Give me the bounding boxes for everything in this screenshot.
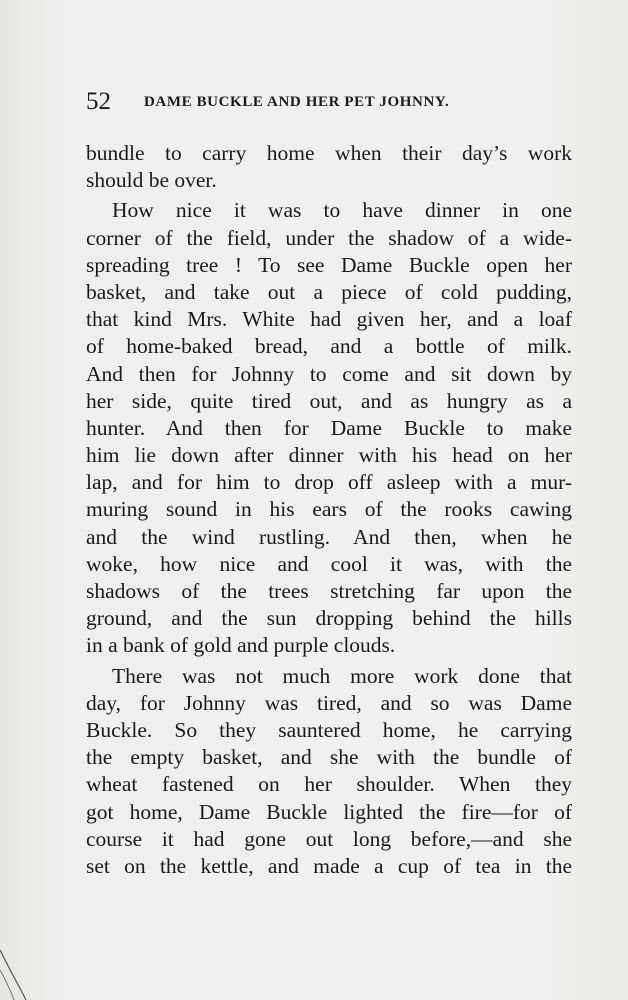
text-line: set on the kettle, and made a cup of tea in the xyxy=(86,853,572,878)
body-text xyxy=(86,140,572,880)
text-line: the empty basket, and she with the bundle of xyxy=(86,745,572,770)
page-number: 52 xyxy=(86,88,111,115)
text-line: bundle to carry home when their day’s work xyxy=(86,141,572,165)
text-line: corner of the field, under the shadow of a wide- xyxy=(86,225,572,250)
text-line: him lie down after dinner with his head on her xyxy=(86,443,572,468)
text-line: shadows of the trees stretching far upon the xyxy=(86,579,572,603)
text-line: and the wind rustling. And then, when he xyxy=(86,524,572,549)
running-title: DAME BUCKLE AND HER PET JOHNNY. xyxy=(144,94,450,110)
text-line: got home, Dame Buckle lighted the fire—for of xyxy=(86,799,572,824)
text-line: Buckle. So they sauntered home, he carrying xyxy=(86,717,572,742)
text-line: should be over. xyxy=(86,168,217,193)
text-line: hunter. And then for Dame Buckle to make xyxy=(86,415,572,440)
text-line: basket, and take out a piece of cold pudding, xyxy=(86,279,572,304)
text-line: muring sound in his ears of the rooks cawing xyxy=(86,497,572,522)
text-line: wheat fastened on her shoulder. When they xyxy=(86,772,572,797)
text-line: lap, and for him to drop off asleep with a mur- xyxy=(86,470,572,495)
text-line: in a bank of gold and purple clouds. xyxy=(86,633,396,658)
text-line: There was not much more work done that xyxy=(112,663,572,688)
text-line: How nice it was to have dinner in one xyxy=(112,198,572,223)
paragraph xyxy=(86,140,572,194)
text-line: that kind Mrs. White had given her, and a loaf xyxy=(86,307,572,332)
text-line: woke, how nice and cool it was, with the xyxy=(86,551,572,576)
text-line: ground, and the sun dropping behind the hills xyxy=(86,606,572,631)
page-corner-mark xyxy=(0,940,30,1000)
text-line: her side, quite tired out, and as hungry as a xyxy=(86,388,572,413)
text-line: of home-baked bread, and a bottle of milk. xyxy=(86,334,572,359)
text-line: spreading tree ! To see Dame Buckle open her xyxy=(86,252,572,277)
text-line: And then for Johnny to come and sit down by xyxy=(86,361,572,386)
paragraph xyxy=(86,663,572,881)
text-line: day, for Johnny was tired, and so was Dame xyxy=(86,690,572,715)
text-line: course it had gone out long before,—and she xyxy=(86,826,572,851)
page-header xyxy=(86,88,546,118)
paragraph xyxy=(86,197,572,659)
